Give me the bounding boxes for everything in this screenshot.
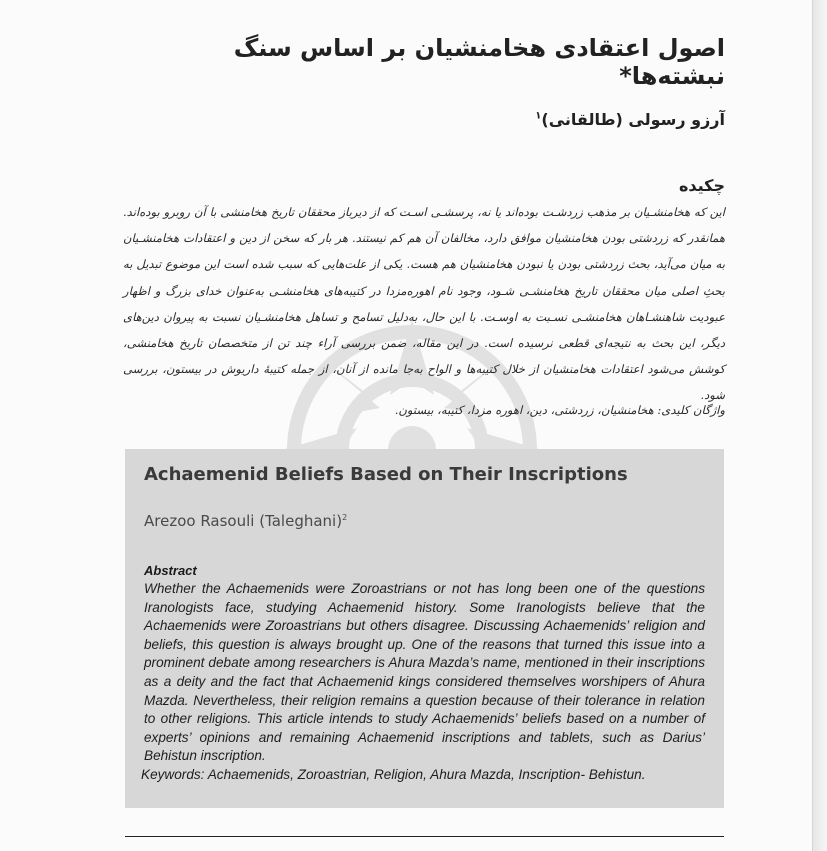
english-keywords: Keywords: Achaemenids, Zoroastrian, Religion, Ahura Mazda, Inscription- Behistun. <box>141 767 646 782</box>
english-author-name: Arezoo Rasouli (Taleghani) <box>144 512 343 530</box>
persian-author <box>325 110 725 129</box>
persian-title: اصول اعتقادی هخامنشیان بر اساس سنگ نبشته‌ها* <box>233 34 725 90</box>
persian-author-name: آرزو رسولی (طالقانی) <box>541 110 725 129</box>
english-title: Achaemenid Beliefs Based on Their Inscriptions <box>144 464 628 485</box>
page-edge-shadow <box>812 0 827 851</box>
persian-abstract-heading: چکیده <box>678 176 725 195</box>
persian-keywords: واژگان کلیدی: هخامنشیان، زردشتی، دین، اهوره مزدا، کتیبه، بیستون. <box>394 403 725 417</box>
english-author <box>144 512 347 530</box>
persian-author-footnote-mark: ۱ <box>535 110 542 122</box>
english-author-footnote-mark: 2 <box>342 513 348 522</box>
english-abstract-text: Whether the Achaemenids were Zoroastrians or not has long been one of the questions Iranologists face, studying Achaemenid history. Some Iranologists believe that the Achaemenids were Zoroastrians but others disagree. Discussing Achaemenids’ religion and beliefs, this question is always brought up. One of the reasons that turned this issue into a prominent debate among researchers is Ahura Mazda’s name, mentioned in their inscriptions as a deity and the fact that Achaemenid kings considered themselves worshipers of Ahura Mazda. Nevertheless, their religion remains a question because of their tolerance in relation to other religions. This article intends to study Achaemenids’ beliefs based on a number of experts’ opinions and remaining Achaemenid inscriptions and tablets, such as Darius’ Behistun inscription. <box>144 581 705 764</box>
english-abstract-heading: Abstract <box>144 563 197 578</box>
english-abstract-box <box>125 449 724 808</box>
persian-abstract-text: این که هخامنشـیان بر مذهب زردشـت بوده‌اند یا نه، پرسشـی اسـت که از دیرباز محققان تاریخ هخامنشی با آن روبرو بوده‌اند. همانقدر که زردشتی بودن هخامنشیان موافق دارد، مخالفان آن هم کم نیستند. هر بار که سخن از دین و اعتقادات هخامنشـیان به میان می‌آید، بحث زردشتی بودن یا نبودن هخامنشیان هم هست. یکی از علت‌هایی که سبب شده است این موضوع تبدیل به بحثِ اصلی میان محققان تاریخ هخامنشـی شـود، وجود نام اهوره‌مزدا در کتیبه‌های هخامنشـی به‌عنوان خدای بزرگ و اظهار عبودیت شاهنشـاهان هخامنشـی نسـبت به اوسـت. با این حال، به‌دلیل تسامح و تساهل هخامنشـیان نسبت به پیروان دین‌های دیگر، این بحث به نتیجه‌ای قطعی نرسیده است. در این مقاله، ضمن بررسی آراء چند تن از متخصصان تاریخ هخامنشی، کوشش می‌شود اعتقادات هخامنشیان از خلال کتیبه‌ها و الواح به‌جا مانده از آنان، از جمله کتیبهٔ داریوش در بیستون، بررسی شود. <box>123 205 725 403</box>
footnote-divider <box>125 836 724 837</box>
